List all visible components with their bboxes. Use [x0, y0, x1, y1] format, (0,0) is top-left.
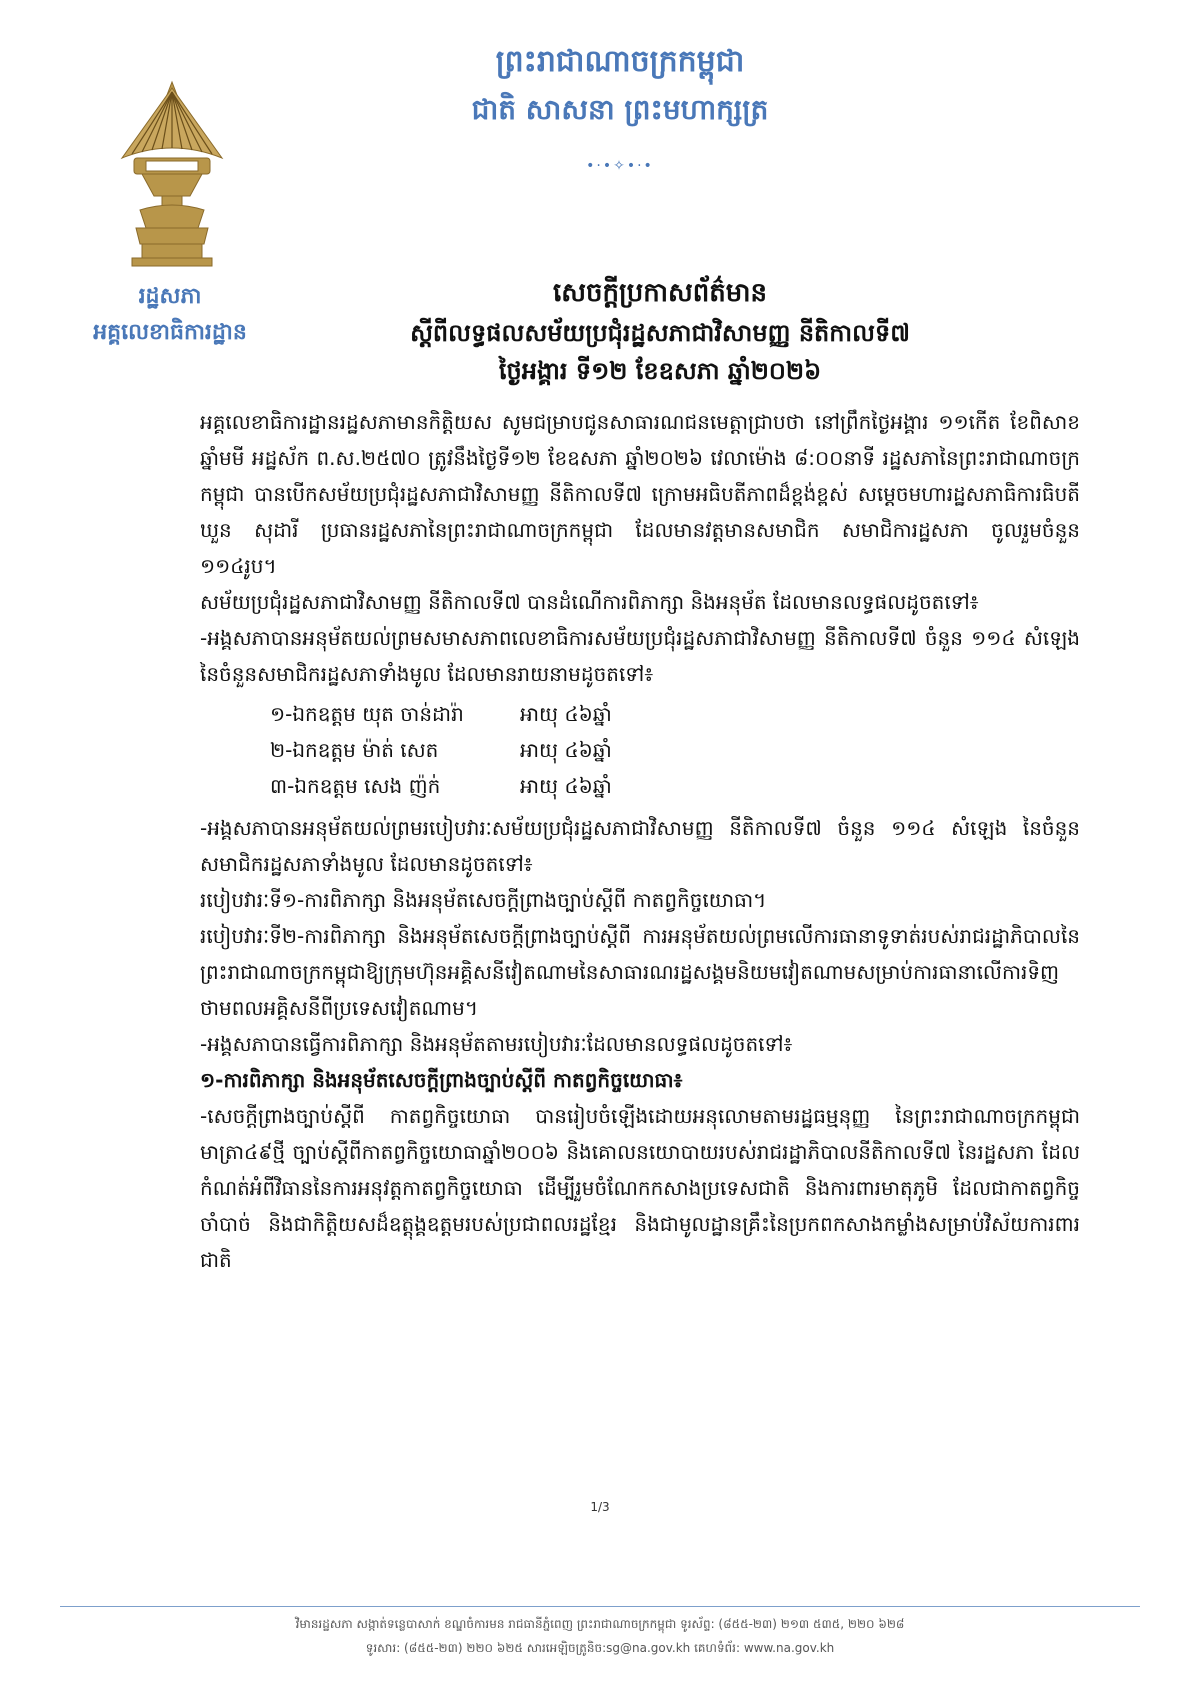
body-paragraph-7: -អង្គសភាបានធ្វើការពិភាក្សា និងអនុម័តតាមរបៀបវារៈដែលមានលទ្ធផលដូចតទៅ៖	[200, 1032, 793, 1056]
body-paragraph-6: របៀបវារៈទី២-ការពិភាក្សា និងអនុម័តសេចក្តីព្រាងច្បាប់ស្តីពី ការអនុម័តយល់ព្រមលើការធានាទូទាត់របស់រាជរដ្ឋាភិបាលនៃព្រះរាជាណាចក្រកម្ពុជាឱ្យក្រុមហ៊ុនអគ្គិសនីវៀតណាមនៃសាធារណរដ្ឋសង្គមនិយមវៀតណាមសម្រាប់ការធានាលើការទិញថាមពលអគ្គិសនីពីប្រទេសវៀតណាម។	[200, 924, 1080, 1020]
member-name: ២-ឯកឧត្តម ម៉ាត់ សេត	[270, 738, 439, 762]
member-age: អាយុ ៤៦ឆ្នាំ	[520, 738, 612, 762]
kingdom-heading: ព្រះរាជាណាចក្រកម្ពុជា	[495, 44, 745, 79]
body-paragraph-2: សម័យប្រជុំរដ្ឋសភាជាវិសាមញ្ញ នីតិកាលទី៧ បានដំណើការពិភាក្សា និងអនុម័ត ដែលមានលទ្ធផលដូចតទៅ៖	[200, 590, 979, 614]
member-name: ៣-ឯកឧត្តម សេង ញ៉ក់	[270, 774, 441, 798]
national-motto: ជាតិ សាសនា ព្រះមហាក្សត្រ	[471, 93, 769, 126]
member-name: ១-ឯកឧត្តម យុត ចាន់ដារ៉ា	[270, 702, 464, 726]
institution-name: រដ្ឋសភា	[138, 284, 202, 309]
body-paragraph-8: ១-ការពិភាក្សា និងអនុម័តសេចក្តីព្រាងច្បាប់ស្តីពី កាតព្វកិច្ចយោធា៖	[200, 1068, 683, 1092]
ornament-divider: •·•✧•·•	[586, 158, 654, 174]
document-subtitle: ស្តីពីលទ្ធផលសម័យប្រជុំរដ្ឋសភាជាវិសាមញ្ញ នីតិកាលទី៧	[410, 319, 910, 347]
body-paragraph-4: -អង្គសភាបានអនុម័តយល់ព្រមរបៀបវារៈសម័យប្រជុំរដ្ឋសភាជាវិសាមញ្ញ នីតិកាលទី៧ ចំនួន ១១៤ សំឡេង នៃចំនួនសមាជិករដ្ឋសភាទាំងមូល ដែលមានដូចតទៅ៖	[200, 816, 1080, 876]
department-name: អគ្គលេខាធិការដ្ឋាន	[93, 320, 247, 345]
footer-address: វិមានរដ្ឋសភា សង្កាត់ទន្លេបាសាក់ ខណ្ឌចំការមន រាជធានីភ្នំពេញ ព្រះរាជាណាចក្រកម្ពុជា ទូរស័ព្ទ: (៨៥៥-២៣) ២១៣ ៥៣៥, ២២០ ៦២៨	[295, 1617, 905, 1631]
list-item	[270, 768, 1080, 804]
body-paragraph-1: អគ្គលេខាធិការដ្ឋានរដ្ឋសភាមានកិត្តិយស សូមជម្រាបជូនសាធារណជនមេត្តាជ្រាបថា នៅព្រឹកថ្ងៃអង្គារ ១១កើត ខែពិសាខ ឆ្នាំមមី អដ្ឋស័ក ព.ស.២៥៧០ ត្រូវនឹងថ្ងៃទី១២ ខែឧសភា ឆ្នាំ២០២៦ វេលាម៉ោង ៨:០០នាទី រដ្ឋសភានៃព្រះរាជាណាចក្រកម្ពុជា បានបើកសម័យប្រជុំរដ្ឋសភាជាវិសាមញ្ញ នីតិកាលទី៧ ក្រោមអធិបតីភាពដ៏ខ្ពង់ខ្ពស់ សម្តេចមហារដ្ឋសភាធិការធិបតី ឃួន សុដារី ប្រធានរដ្ឋសភានៃព្រះរាជាណាចក្រកម្ពុជា ដែលមានវត្តមានសមាជិក សមាជិការដ្ឋសភា ចូលរួមចំនួន ១១៤រូប។	[200, 410, 1080, 578]
member-age: អាយុ ៤៦ឆ្នាំ	[520, 774, 612, 798]
page-number: 1/3	[590, 1500, 610, 1514]
document-title: សេចក្តីប្រកាសព័ត៌មាន	[552, 278, 768, 308]
secretary-list	[270, 696, 1080, 804]
body-paragraph-3: -អង្គសភាបានអនុម័តយល់ព្រមសមាសភាពលេខាធិការសម័យប្រជុំរដ្ឋសភាជាវិសាមញ្ញ នីតិកាលទី៧ ចំនួន ១១៤ សំឡេង នៃចំនួនសមាជិករដ្ឋសភាទាំងមូល ដែលមានរាយនាមដូចតទៅ៖	[200, 626, 1080, 686]
list-item	[270, 732, 1080, 768]
footer-divider	[60, 1606, 1140, 1607]
document-body	[200, 404, 1080, 1278]
member-age: អាយុ ៤៦ឆ្នាំ	[520, 702, 612, 726]
national-assembly-emblem-icon	[112, 78, 232, 268]
list-item	[270, 696, 1080, 732]
footer-contact: ទូរសារ: (៨៥៥-២៣) ២២០ ៦២៥ សារអេឡិចត្រូនិច:sg@na.gov.kh គេហទំព័រ: www.na.gov.kh	[365, 1641, 835, 1655]
body-paragraph-5: របៀបវារៈទី១-ការពិភាក្សា និងអនុម័តសេចក្តីព្រាងច្បាប់ស្តីពី កាតព្វកិច្ចយោធា។	[200, 888, 767, 912]
document-date: ថ្ងៃអង្គារ ទី១២ ខែឧសភា ឆ្នាំ២០២៦	[498, 357, 822, 385]
body-paragraph-9: -សេចក្តីព្រាងច្បាប់ស្តីពី កាតព្វកិច្ចយោធា បានរៀបចំឡើងដោយអនុលោមតាមរដ្ឋធម្មនុញ្ញ នៃព្រះរាជាណាចក្រកម្ពុជា មាត្រា៤៩ថ្មី ច្បាប់ស្តីពីកាតព្វកិច្ចយោធាឆ្នាំ២០០៦ និងគោលនយោបាយរបស់រាជរដ្ឋាភិបាលនីតិកាលទី៧ នៃរដ្ឋសភា ដែលកំណត់អំពីវិធាននៃការអនុវត្តកាតព្វកិច្ចយោធា ដើម្បីរួមចំណែកកសាងប្រទេសជាតិ និងការពារមាតុភូមិ ដែលជាកាតព្វកិច្ចចាំបាច់ និងជាកិត្តិយសដ៏ឧត្តុង្គឧត្តមរបស់ប្រជាពលរដ្ឋខ្មែរ និងជាមូលដ្ឋានគ្រឹះនៃប្រកពកសាងកម្លាំងសម្រាប់វិស័យការពារជាតិ	[200, 1104, 1080, 1272]
